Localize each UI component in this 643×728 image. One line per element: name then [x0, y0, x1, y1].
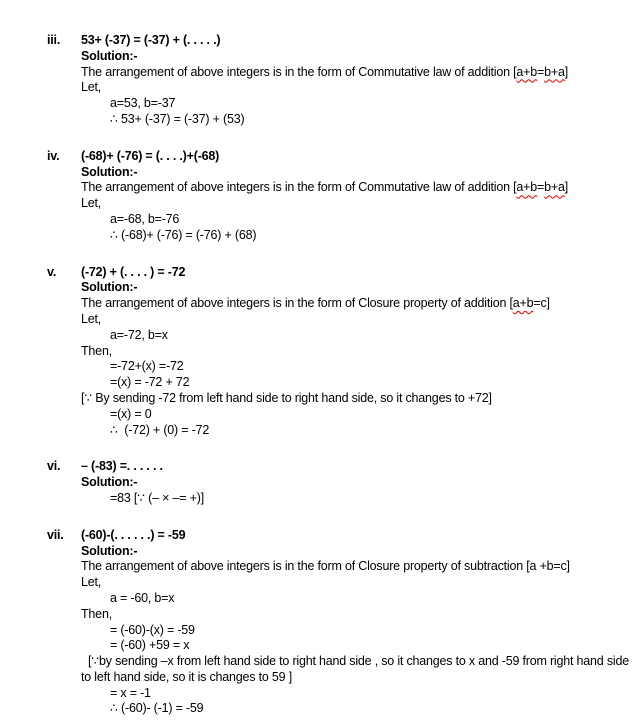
section-body [81, 528, 641, 718]
solution-line: a = -60, b=x [110, 590, 175, 605]
solution-line: = (-60) +59 = x [110, 638, 190, 653]
solution-line: a=-68, b=-76 [110, 211, 180, 226]
text-segment: = [537, 180, 545, 195]
text-segment: =c] [533, 296, 550, 311]
solution-section [47, 33, 643, 128]
solution-line: = x = -1 [110, 685, 151, 700]
solution-line: ∴ 53+ (-37) = (-37) + (53) [110, 111, 245, 126]
item-numeral: vi. [47, 459, 61, 474]
solution-section [47, 149, 643, 244]
solution-line [81, 180, 641, 196]
solution-line: The arrangement of above integers is in the form of Closure property of subtraction [a +b=c] [81, 559, 570, 574]
solution-line: Then, [81, 343, 112, 358]
question-line: – (-83) =. . . . . . [81, 459, 163, 474]
section-body [81, 149, 641, 244]
text-segment: ] [564, 64, 569, 79]
section-body [81, 459, 641, 506]
question-line: (-60)-(. . . . . .) = -59 [81, 527, 186, 542]
solution-line: = (-60)-(x) = -59 [110, 622, 195, 637]
text-segment: The arrangement of above integers is in the form of Commutative law of addition [ [81, 180, 517, 195]
solution-heading: Solution:- [81, 280, 138, 295]
solution-line: ∴ (-72) + (0) = -72 [110, 422, 210, 437]
misspelled-text: a+b [516, 64, 538, 79]
solution-line: =83 [∵ (– × –= +)] [110, 490, 204, 505]
misspelled-text: b+a [544, 64, 565, 79]
question-line: (-68)+ (-76) = (. . . .)+(-68) [81, 148, 220, 163]
misspelled-text: a+b [516, 180, 538, 195]
solution-line: Then, [81, 606, 112, 621]
item-numeral: iii. [47, 33, 61, 47]
solution-section [47, 459, 643, 506]
solution-line: a=-72, b=x [110, 327, 168, 342]
misspelled-text: a+b [512, 296, 534, 311]
solution-line [81, 65, 641, 81]
item-numeral: vii. [47, 527, 64, 542]
solution-heading: Solution:- [81, 48, 138, 63]
solution-line [81, 296, 641, 312]
text-segment: = [537, 64, 545, 79]
solution-line: =-72+(x) =-72 [110, 359, 184, 374]
item-numeral: iv. [47, 148, 60, 163]
solution-line: =(x) = -72 + 72 [110, 375, 190, 390]
question-line: 53+ (-37) = (-37) + (. . . . .) [81, 33, 221, 47]
text-segment: The arrangement of above integers is in the form of Commutative law of addition [ [81, 64, 517, 79]
solution-heading: Solution:- [81, 475, 138, 490]
solution-line: Let, [81, 80, 102, 95]
solution-line: ∴ (-68)+ (-76) = (-76) + (68) [110, 227, 257, 242]
solution-line: Let, [81, 196, 102, 211]
solution-line: ∴ (-60)- (-1) = -59 [110, 701, 204, 716]
section-body [81, 265, 641, 439]
solution-line: [∵ By sending -72 from left hand side to right hand side, so it changes to +72] [81, 390, 492, 405]
solution-heading: Solution:- [81, 164, 138, 179]
solution-heading: Solution:- [81, 543, 138, 558]
solution-section [47, 265, 643, 439]
section-body [81, 33, 641, 128]
solution-line: =(x) = 0 [110, 406, 152, 421]
solution-line: a=53, b=-37 [110, 96, 176, 111]
solution-line: Let, [81, 575, 102, 590]
item-numeral: v. [47, 264, 57, 279]
text-segment: The arrangement of above integers is in the form of Closure property of addition [ [81, 296, 513, 311]
misspelled-text: b+a [544, 180, 565, 195]
solution-line: [∵by sending –x from left hand side to right hand side , so it changes to x and -59 from right hand side to left hand side, so it is changes to 59 ] [81, 654, 629, 684]
text-segment: ] [564, 180, 569, 195]
question-line: (-72) + (. . . . ) = -72 [81, 264, 186, 279]
solution-line: Let, [81, 311, 102, 326]
solution-section [47, 528, 643, 718]
